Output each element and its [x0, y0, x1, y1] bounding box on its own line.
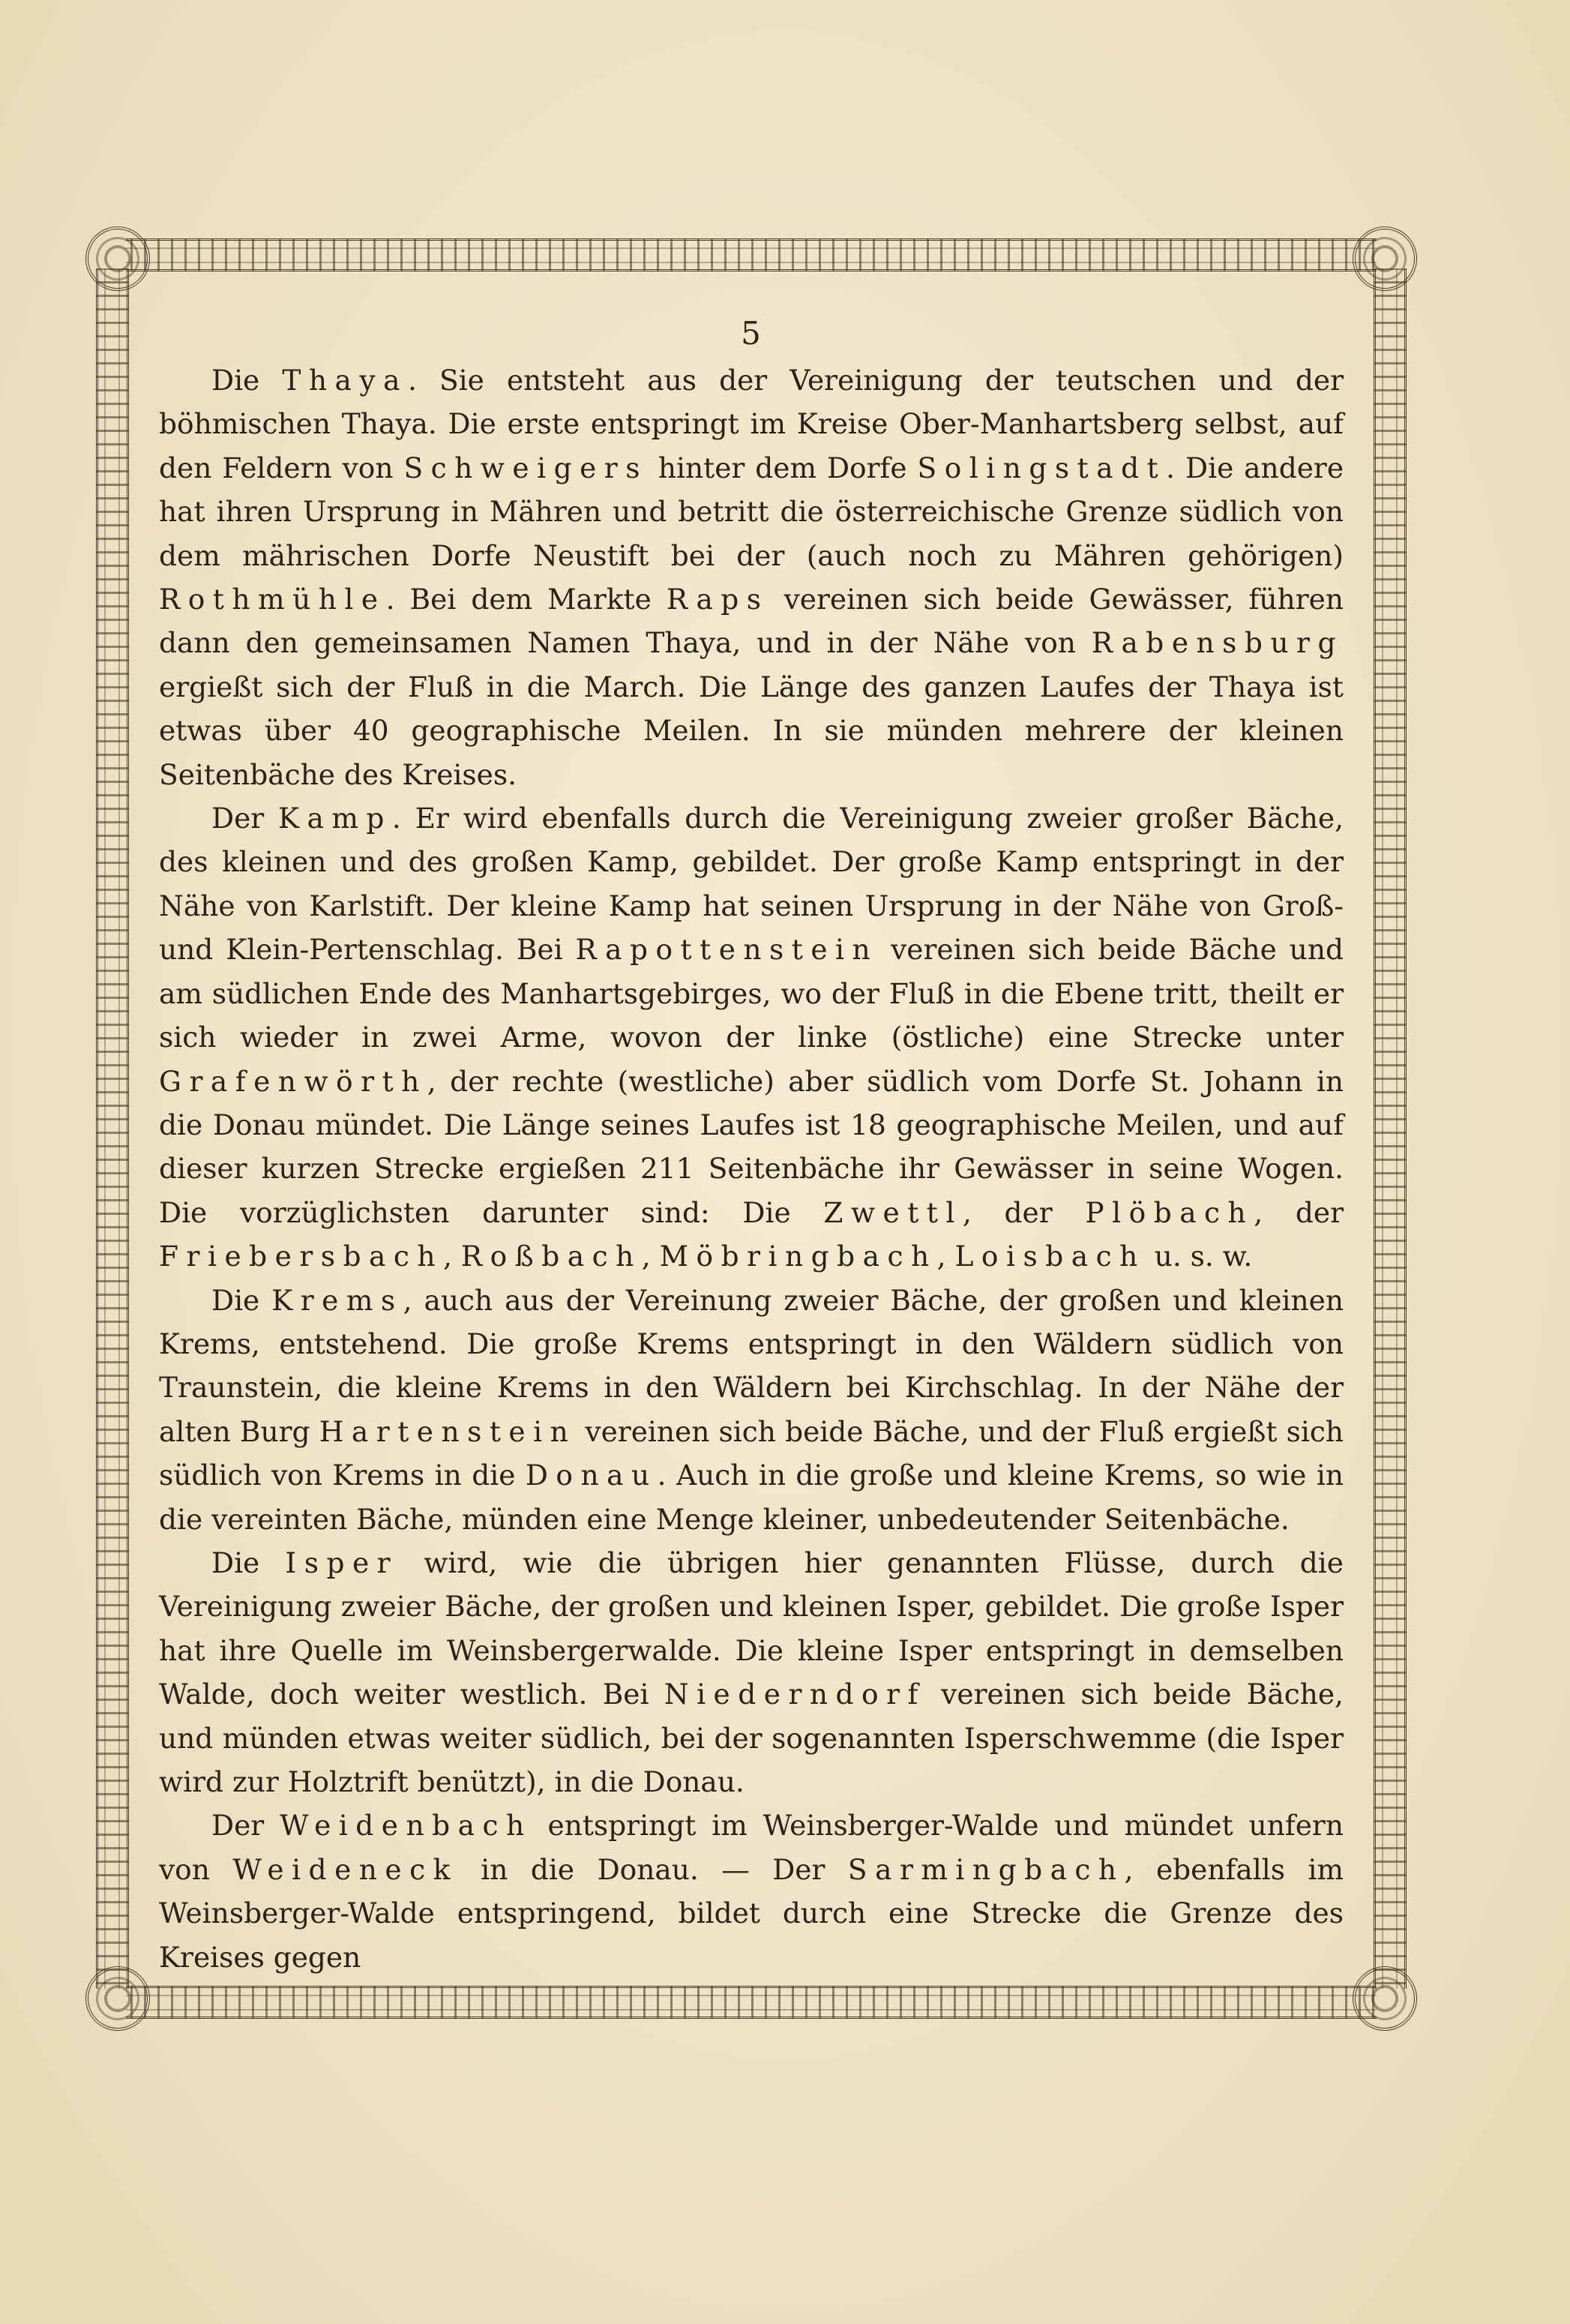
spaced-name: Isper [285, 1546, 399, 1579]
border-top [126, 238, 1377, 271]
border-bottom [126, 1986, 1377, 2019]
spaced-name: Thaya [282, 364, 408, 397]
text-run: vereinen sich beide Bäche, und der Fluß ergießt sich südlich von Krems in die [159, 1414, 1344, 1492]
text-run: , der rechte (westliche) aber südlich vom Dorfe St. Johann in die Donau mündet. Die Länge seines Laufes ist 18 geographische Meilen, und auf dieser kurzen Strecke ergießen 211 Seitenbäche ihr Gewässer in seine Wogen. Die vorzüglichsten darunter sind: Die [159, 1064, 1344, 1229]
spaced-name: Sarmingbach [847, 1852, 1125, 1886]
spaced-name: Niederndorf [664, 1678, 926, 1711]
spaced-name: Möbringbach [659, 1240, 937, 1273]
text-run: , der [962, 1195, 1086, 1229]
spaced-name: Raps [666, 583, 769, 616]
spaced-name: Rabensburg [1091, 626, 1344, 660]
text-run: Der [211, 1809, 280, 1843]
text-run: , auch aus der Vereinung zweier Bäche, der großen und kleinen Krems, entstehend. Die große Krems entspringt in den Wäldern südlich von Traunstein, die kleine Krems in den Wäldern bei Kirchschlag. In der Nähe der alten Burg [159, 1283, 1344, 1448]
text-run: in die Donau. — Der [457, 1852, 848, 1886]
spaced-name: Loisbach [954, 1240, 1146, 1273]
text-run: vereinen sich beide Gewässer, führen dann den gemeinsamen Namen Thaya, und in der Nähe von [159, 583, 1344, 660]
spaced-name: Solingstadt [917, 451, 1167, 484]
spaced-name: Rapottenstein [575, 933, 879, 967]
spaced-name: Hartenstein [319, 1414, 577, 1448]
text-run: Die [211, 1283, 272, 1317]
text-run: Die [211, 1546, 286, 1579]
paragraph-kamp [159, 796, 1344, 1278]
spaced-name: Friebersbach [159, 1240, 444, 1273]
text-run: hinter dem Dorfe [647, 451, 918, 484]
text-run: , [936, 1240, 955, 1273]
spaced-name: Krems [271, 1283, 403, 1317]
text-run: , der [1254, 1195, 1344, 1229]
spaced-name: Rothmühle [159, 583, 386, 616]
text-run: , [641, 1240, 660, 1273]
spaced-name: Weidenbach [280, 1809, 532, 1843]
border-right [1374, 268, 1407, 1989]
spaced-name: Donau [525, 1459, 658, 1492]
text-run: . Die andere hat ihren Ursprung in Mähren und betritt die österreichische Grenze südlich von dem mährischen Dorfe Neustift bei der (auch noch zu Mähren gehörigen) [159, 451, 1344, 572]
text-run: entspringt im Weinsberger-Walde und mündet unfern von [159, 1809, 1344, 1886]
text-run: Der [211, 802, 278, 835]
text-run: Die [211, 364, 283, 397]
paragraph-weidenbach [159, 1804, 1344, 1979]
border-left [96, 268, 129, 1989]
text-run: , [443, 1240, 461, 1273]
corner-ornament-bottom-left [85, 1966, 150, 2031]
paragraph-krems [159, 1279, 1344, 1541]
body-text [159, 358, 1344, 1979]
text-run: vereinen sich beide Bäche, und münden etwas weiter südlich, bei der sogenannten Isperschwemme (die Isper wird zur Holztrift benützt), in die Donau. [159, 1678, 1344, 1798]
text-run: u. s. w. [1145, 1240, 1253, 1273]
spaced-name: Roßbach [460, 1240, 642, 1273]
paragraph-isper [159, 1541, 1344, 1804]
text-run: ergießt sich der Fluß in die March. Die Länge des ganzen Laufes der Thaya ist etwas über 40 geographische Meilen. In sie münden mehrere der kleinen Seitenbäche des Kreises. [159, 670, 1344, 791]
corner-ornament-top-left [85, 226, 150, 291]
spaced-name: Zwettl [823, 1195, 963, 1229]
paragraph-thaya [159, 358, 1344, 796]
spaced-name: Plöbach [1085, 1195, 1254, 1229]
text-run: . Auch in die große und kleine Krems, so wie in die vereinten Bäche, münden eine Menge kleiner, unbedeutender Seitenbäche. [159, 1459, 1344, 1536]
page-number: 5 [741, 315, 762, 352]
spaced-name: Kamp [277, 802, 392, 835]
text-run: wird, wie die übrigen hier genannten Flüsse, durch die Vereinigung zweier Bäche, der großen und kleinen Isper, gebildet. Die große Isper hat ihre Quelle im Weinsbergerwalde. Die kleine Isper entspringt in demselben Walde, doch weiter westlich. Bei [159, 1546, 1344, 1711]
spaced-name: Schweigers [403, 451, 648, 484]
text-run: , ebenfalls im Weinsberger-Walde entspringend, bildet durch eine Strecke die Grenze des Kreises gegen [159, 1852, 1344, 1974]
text-run: . Er wird ebenfalls durch die Vereinigung zweier großer Bäche, des kleinen und des großen Kamp, gebildet. Der große Kamp entspringt in der Nähe von Karlstift. Der kleine Kamp hat seinen Ursprung in der Nähe von Groß- und Klein-Pertenschlag. Bei [159, 802, 1344, 967]
text-run: . Bei dem Markte [385, 583, 667, 616]
text-run: vereinen sich beide Bäche und am südlichen Ende des Manhartsgebirges, wo der Fluß in die Ebene tritt, theilt er sich wieder in zwei Arme, wovon der linke (östliche) eine Strecke unter [159, 933, 1344, 1054]
spaced-name: Weideneck [232, 1852, 458, 1886]
text-run: . Sie entsteht aus der Vereinigung der teutschen und der böhmischen Thaya. Die erste entspringt im Kreise Ober-Manhartsberg selbst, auf den Feldern von [159, 364, 1344, 484]
ornamental-border [96, 238, 1407, 2019]
spaced-name: Grafenwörth [159, 1064, 427, 1098]
corner-ornament-top-right [1353, 226, 1417, 291]
corner-ornament-bottom-right [1353, 1966, 1417, 2031]
